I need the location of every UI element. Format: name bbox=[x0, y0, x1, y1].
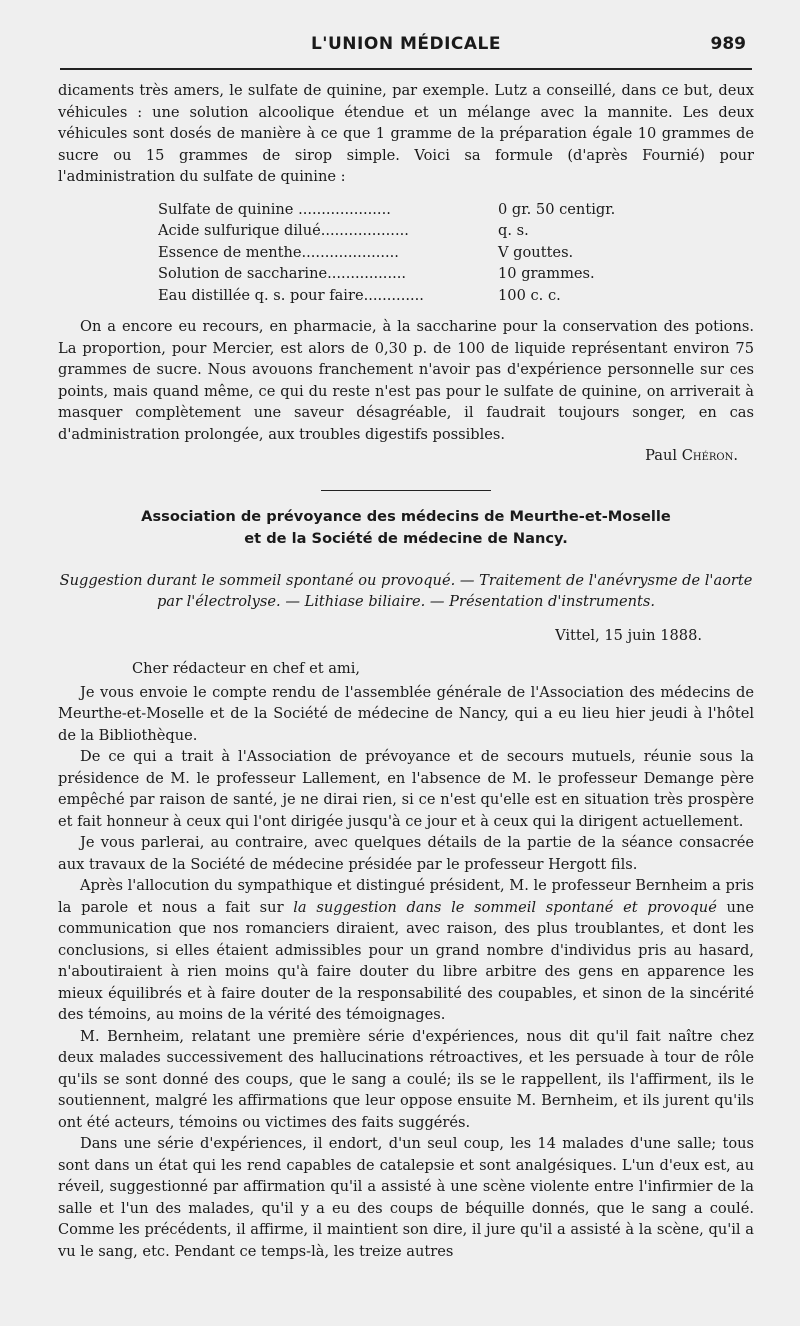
paragraph: Je vous parlerai, au contraire, avec quelques détails de la partie de la séance consacrée aux travaux de la Société de médecine présidée par le professeur Hergott fils. bbox=[58, 834, 754, 873]
formula-ingredient: Acide sulfurique dilué................... bbox=[158, 222, 409, 239]
formula-row bbox=[158, 199, 754, 221]
page-number: 989 bbox=[710, 34, 746, 54]
formula-row bbox=[158, 242, 754, 264]
header-rule bbox=[60, 68, 752, 70]
formula-row bbox=[158, 263, 754, 285]
paragraph: M. Bernheim, relatant une première série d'expériences, nous dit qu'il fait naître chez deux malades successivement des hallucinations rétroactives, et les persuade à tour de rôle qu'ils se sont donné des coups, que le sang a coulé; ils se le rappellent, ils l'affirment, ils le soutiennent, malgré les affirmations que leur oppose ensuite M. Bernheim, et ils jurent qu'ils ont été acteurs, témoins ou victimes des faits suggérés. bbox=[58, 1027, 754, 1131]
paragraph: Dans une série d'expériences, il endort, d'un seul coup, les 14 malades d'une salle; tous sont dans un état qui les rend capables de catalepsie et sont analgésiques. L'un d'eux est, au réveil, suggestionné par affirmation qu'il a assisté à une scène violente entre l'infirmier de la salle et l'un des malades, qu'il y a eu des coups de béquille donnés, que le sang a coulé. Comme les précédents, il affirme, il maintient son dire, il jure qu'il a assisté à la scène, qu'il a vu le sang, etc. Pendant ce temps-là, les treize autres bbox=[58, 1135, 754, 1260]
formula-quantity: q. s. bbox=[498, 222, 529, 239]
paragraph: On a encore eu recours, en pharmacie, à la saccharine pour la conservation des potions. La proportion, pour Mercier, est alors de 0,30 p. de 100 de liquide représentant environ 75 grammes de sucre. Nous avouons franchement n'avoir pas d'expérience personnelle sur ces points, mais quand même, ce qui du reste n'est pas pour le sulfate de quinine, on arriverait à masquer complètement une saveur désagréable, il faudrait toujours songer, en cas d'administration prolongée, aux troubles digestifs possibles. bbox=[58, 318, 754, 443]
section-divider bbox=[321, 490, 491, 491]
paragraph: De ce qui a trait à l'Association de prévoyance et de secours mutuels, réunie sous la présidence de M. le professeur Lallement, en l'absence de M. le professeur Demange père empêché par raison de santé, je ne dirai rien, si ce n'est qu'elle est en situation très prospère et fait honneur à ceux qui l'ont dirigée jusqu'à ce jour et à ceux qui la dirigent actuellement. bbox=[58, 748, 754, 830]
author-last-name: Chéron. bbox=[681, 447, 738, 464]
formula-ingredient: Essence de menthe..................... bbox=[158, 243, 399, 261]
section-title bbox=[58, 506, 754, 550]
formula-row bbox=[158, 220, 754, 242]
section-title-line: Association de prévoyance des médecins de Meurthe-et-Moselle bbox=[141, 507, 671, 525]
section-title-line: et de la Société de médecine de Nancy. bbox=[244, 529, 568, 547]
letter-date: Vittel, 15 juin 1888. bbox=[555, 626, 702, 644]
formula-quantity: 10 grammes. bbox=[498, 265, 595, 282]
paragraph: Je vous envoie le compte rendu de l'assemblée générale de l'Association des médecins de Meurthe-et-Moselle et de la Société de médecine de Nancy, qui a eu lieu hier jeudi à l'hôtel de la Bibliothèque. bbox=[58, 683, 754, 744]
section-summary: Suggestion durant le sommeil spontané ou provoqué. — Traitement de l'anévrysme de l'aorte par l'électrolyse. — Lithiase biliaire. — Présentation d'instruments. bbox=[59, 571, 753, 610]
paragraph-emphasis: la suggestion dans le sommeil spontané et provoqué bbox=[293, 898, 717, 916]
formula-quantity: 0 gr. 50 centigr. bbox=[498, 200, 616, 218]
formula-row bbox=[158, 285, 754, 307]
author-first-name: Paul bbox=[645, 447, 682, 464]
formula-quantity: V gouttes. bbox=[498, 243, 574, 261]
paragraph-text: une communication que nos romanciers diraient, avec raison, des plus troublantes, et dont les conclusions, si elles étaient admissibles pour un grand nombre d'individus pris au hasard, n'aboutiraient à rien moins qu'à faire douter du libre arbitre des gens en apparence les mieux équilibrés et à faire douter de la responsabilité des coupables, et sinon de la sincérité des témoins, au moins de la vérité des témoignages. bbox=[58, 898, 754, 1023]
formula-ingredient: Solution de saccharine................. bbox=[158, 265, 407, 282]
formula-quantity: 100 c. c. bbox=[498, 286, 561, 304]
paragraph: dicaments très amers, le sulfate de quinine, par exemple. Lutz a conseillé, dans ce but, deux véhicules : une solution alcoolique étendue et un mélange avec la mannite. Les deux véhicules sont dosés de manière à ce que 1 gramme de la préparation égale 10 grammes de sucre ou 15 grammes de sirop simple. Voici sa formule (d'après Fournié) pour l'administration du sulfate de quinine : bbox=[58, 82, 754, 185]
paragraph bbox=[58, 875, 754, 1026]
paragraph-text: Après l'allocution du sympathique et distingué président, M. le professeur Bernheim a pris la parole et nous a fait sur bbox=[58, 877, 754, 916]
formula-ingredient: Sulfate de quinine .................... bbox=[158, 200, 391, 218]
quinine-formula bbox=[158, 199, 754, 307]
journal-title: L'UNION MÉDICALE bbox=[310, 34, 502, 54]
article-body bbox=[58, 80, 754, 1262]
page-header bbox=[60, 30, 752, 60]
letter-salutation: Cher rédacteur en chef et ami, bbox=[132, 660, 361, 677]
author-signature bbox=[58, 445, 754, 467]
formula-ingredient: Eau distillée q. s. pour faire............. bbox=[158, 286, 424, 304]
